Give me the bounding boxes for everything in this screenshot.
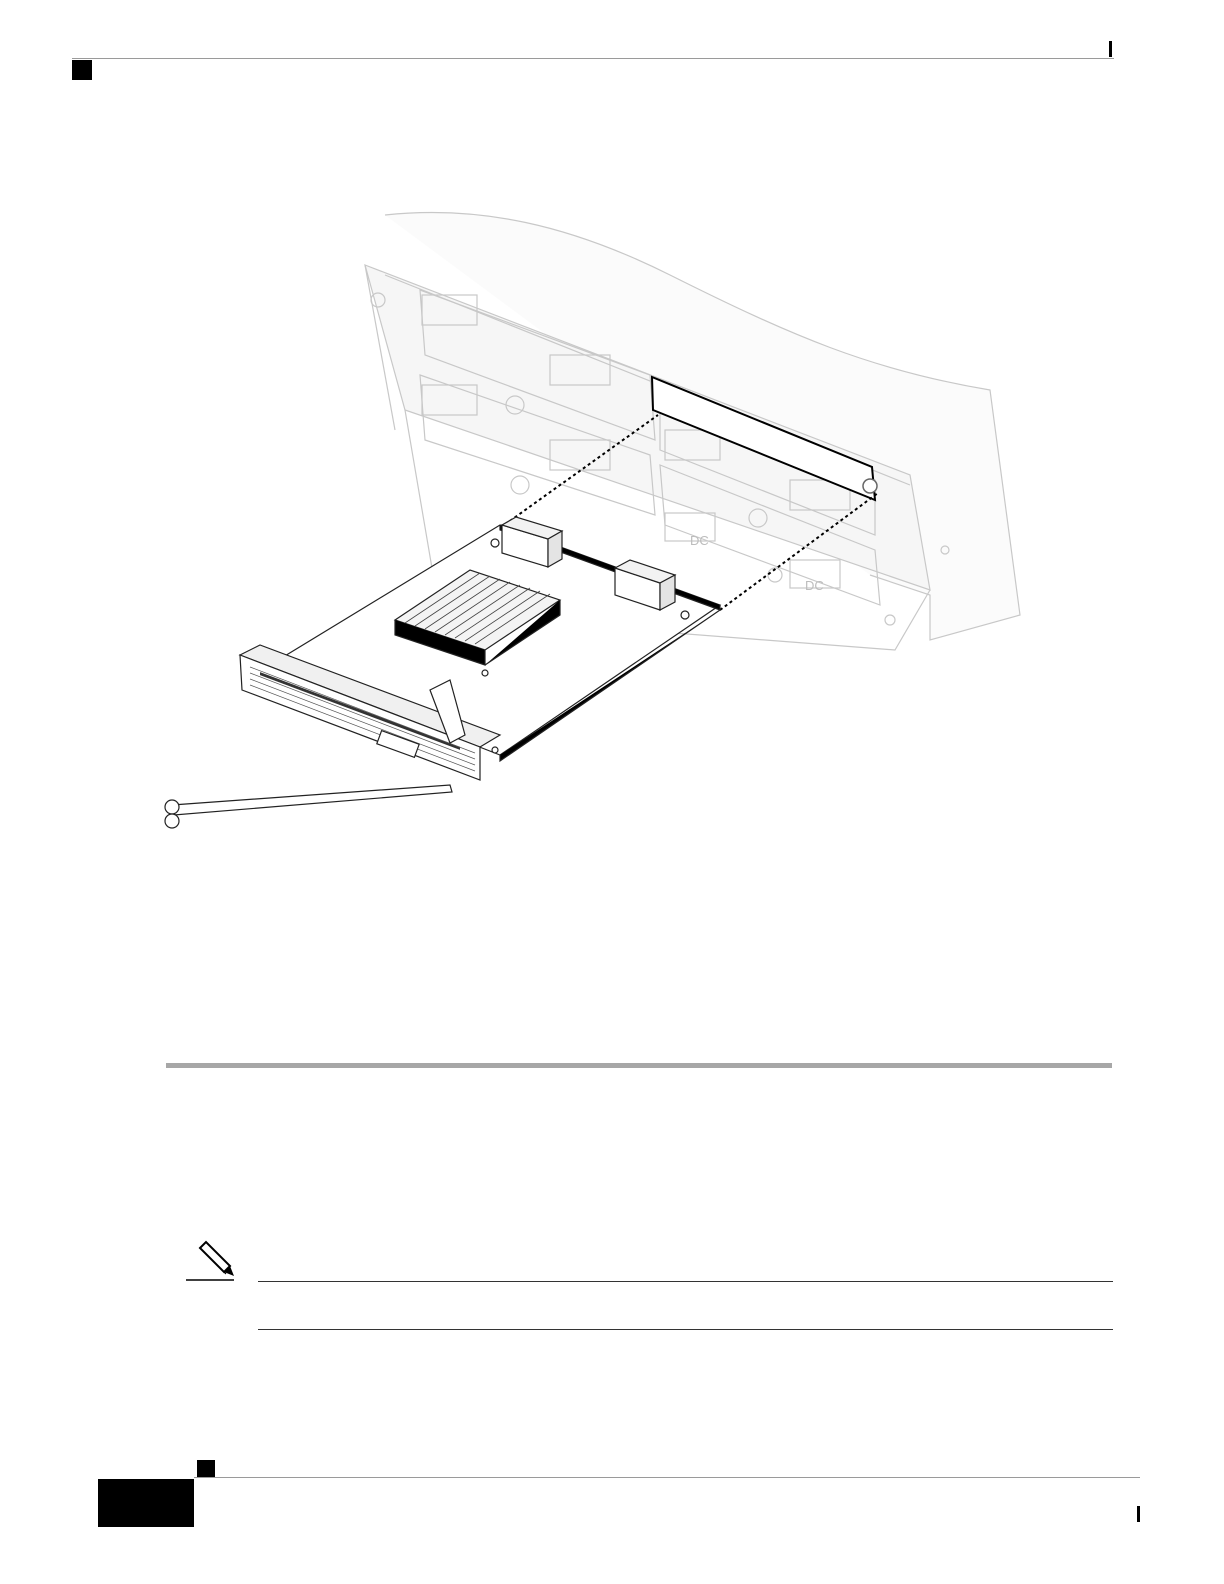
footer-rule — [194, 1477, 1140, 1478]
chassis-slot-label-2: DC — [805, 578, 824, 593]
chassis-slot-label-1: DC — [690, 533, 709, 548]
footer-right-marker — [1137, 1506, 1140, 1522]
figure-svg — [150, 195, 1030, 855]
module-board — [165, 517, 720, 828]
section-divider — [166, 1063, 1112, 1068]
header-rule — [72, 58, 1114, 59]
footer-square-marker — [197, 1460, 215, 1478]
slot-screw — [863, 479, 877, 493]
header-right-marker — [1109, 41, 1112, 57]
note-top-rule — [258, 1281, 1113, 1282]
pencil-note-icon — [186, 1240, 236, 1282]
footer-page-tab — [98, 1479, 194, 1527]
module-insertion-figure — [150, 195, 1030, 855]
header-square-marker — [72, 60, 92, 80]
note-bottom-rule — [258, 1329, 1113, 1330]
